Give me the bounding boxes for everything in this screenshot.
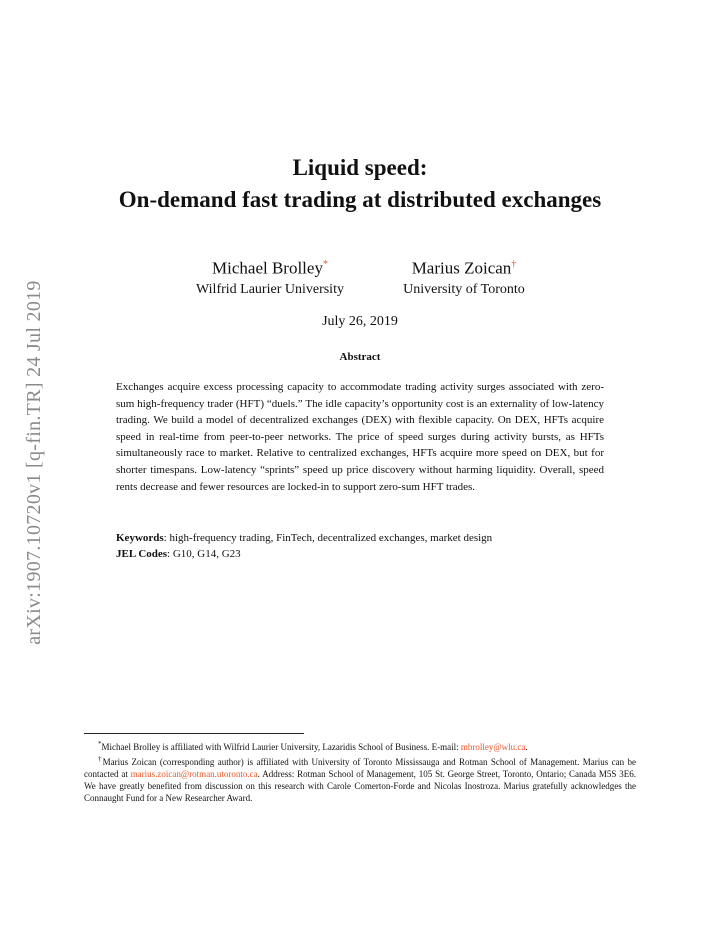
jel-codes-line: [116, 546, 604, 562]
footnote-1-mark: *: [98, 740, 102, 748]
publication-date: July 26, 2019: [322, 314, 398, 329]
keywords-block: [116, 530, 604, 562]
author-1-name: Michael Brolley: [212, 258, 323, 278]
title-line-1: Liquid speed:: [292, 155, 428, 180]
abstract-text: Exchanges acquire excess processing capacity to accommodate trading activity surges associated with zero-sum high-frequency trader (HFT) “duels.” The idle capacity’s opportunity cost is an externality of low-latency trading. We build a model of decentralized exchanges (DEX) with flexible capacity. On DEX, HFTs acquire speed in real-time from peer-to-peer networks. The price of speed surges during activity bursts, as HFTs simultaneously race to market. Relative to centralized exchanges, HFTs acquire more speed on DEX, but for shorter timespans. Low-latency “sprints” speed up price discovery without harming liquidity. Overall, speed rents decrease and fewer resources are locked-in to support zero-sum HFT trades.: [116, 381, 604, 493]
jel-codes-label: JEL Codes: [116, 548, 168, 560]
footnote-1-email-link[interactable]: mbrolley@wlu.ca: [460, 742, 526, 752]
footnote-1: [84, 738, 636, 753]
footnote-1-text: Michael Brolley is affiliated with Wilfrid Laurier University, Lazaridis School of Business. E-mail:: [101, 742, 461, 752]
jel-codes-value: : G10, G14, G23: [167, 548, 241, 560]
paper-title: [0, 152, 720, 216]
author-2-name: Marius Zoican: [411, 258, 512, 278]
abstract-heading: Abstract: [339, 351, 381, 363]
footnote-2-email-link[interactable]: marius.zoican@rotman.utoronto.ca: [130, 769, 258, 779]
author-2-footnote-mark: †: [511, 259, 517, 270]
keywords-line: [116, 530, 604, 546]
footnote-divider: [84, 733, 304, 734]
author-2-affiliation: University of Toronto: [403, 281, 525, 297]
author-2: [388, 254, 540, 300]
footnotes: [84, 738, 636, 804]
author-1-affiliation: Wilfrid Laurier University: [196, 281, 344, 297]
footnote-2-text-a: Marius Zoican (corresponding author) is affiliated with University of Toronto Mississauga and Rotman School of Management. Marius can be contacted at: [84, 757, 636, 779]
author-1-footnote-mark: *: [322, 259, 328, 270]
author-1: [184, 254, 356, 300]
footnote-2-text-b: . Address: Rotman School of Management, 105 St. George Street, Toronto, Ontario; Canada M5S 3E6. We have greatly benefited from discussion on this research with Carole Comerton-Forde and Nicolas Inostroza. Marius gratefully acknowledges the Connaught Fund for a New Researcher Award.: [84, 769, 636, 803]
keywords-value: : high-frequency trading, FinTech, decentralized exchanges, market design: [163, 532, 493, 544]
footnote-2: [84, 753, 636, 804]
footnote-1-end: .: [525, 742, 528, 752]
title-line-2: On-demand fast trading at distributed exchanges: [118, 187, 602, 212]
footnote-2-mark: †: [98, 755, 103, 763]
arxiv-identifier-text: arXiv:1907.10720v1 [q-fin.TR] 24 Jul 2019: [22, 280, 45, 645]
keywords-label: Keywords: [116, 532, 164, 544]
